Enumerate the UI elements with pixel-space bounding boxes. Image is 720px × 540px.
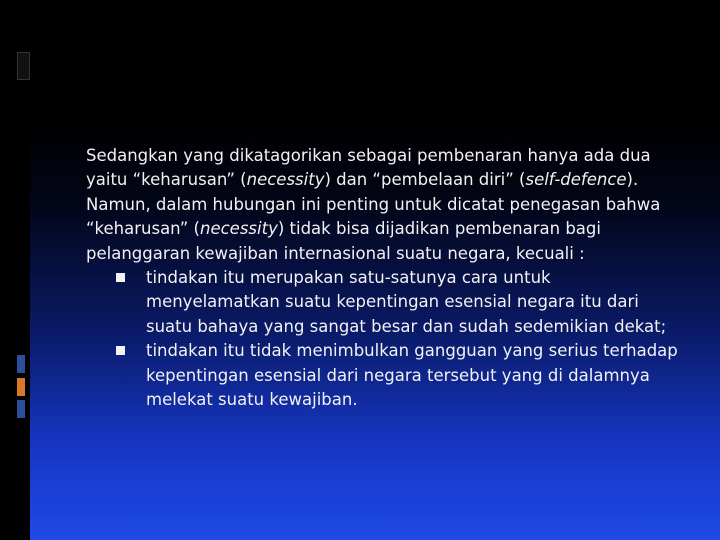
- paragraph-1-text-mid: ) dan “pembelaan diri” (: [324, 170, 526, 190]
- paragraph-1-text-end: ).: [626, 170, 639, 190]
- paragraph-1-emphasis-1: necessity: [246, 170, 325, 190]
- list-item-text: tindakan itu merupakan satu-satunya cara untuk menyelamatkan suatu kepentingan esensial negara itu dari suatu bahaya yang sangat besar dan sudah sedemikian dekat;: [146, 268, 667, 336]
- paragraph-2-emphasis: necessity: [199, 219, 278, 239]
- list-item-text: tindakan itu tidak menimbulkan gangguan yang serius terhadap kepentingan esensial dari negara tersebut yang di dalamnya melekat suatu kewajiban.: [146, 341, 678, 410]
- square-bullet-icon: [116, 346, 125, 355]
- paragraph-1: [86, 144, 686, 193]
- decor-square-blue-bottom: [17, 400, 25, 418]
- condition-list: [86, 266, 686, 412]
- square-bullet-icon: [116, 273, 125, 282]
- paragraph-2-text: Namun, dalam hubungan ini penting untuk dicatat penegasan bahwa “keharusan” (: [86, 194, 661, 239]
- body-text: [86, 144, 686, 412]
- decor-square-blue-top: [17, 355, 25, 373]
- decor-square-black: [17, 52, 30, 80]
- paragraph-1-text: Sedangkan yang dikatagorikan sebagai pembenaran hanya ada dua yaitu “keharusan” (: [86, 146, 651, 190]
- paragraph-1-emphasis-2: self-defence: [525, 170, 627, 190]
- paragraph-2: [86, 193, 686, 266]
- list-item: [86, 339, 686, 412]
- list-item: [86, 266, 686, 339]
- left-bar: [0, 0, 30, 540]
- decor-square-orange: [17, 378, 25, 396]
- paragraph-2-text-end: ) tidak bisa dijadikan pembenaran bagi pelanggaran kewajiban internasional suatu negara, kecuali :: [86, 219, 601, 263]
